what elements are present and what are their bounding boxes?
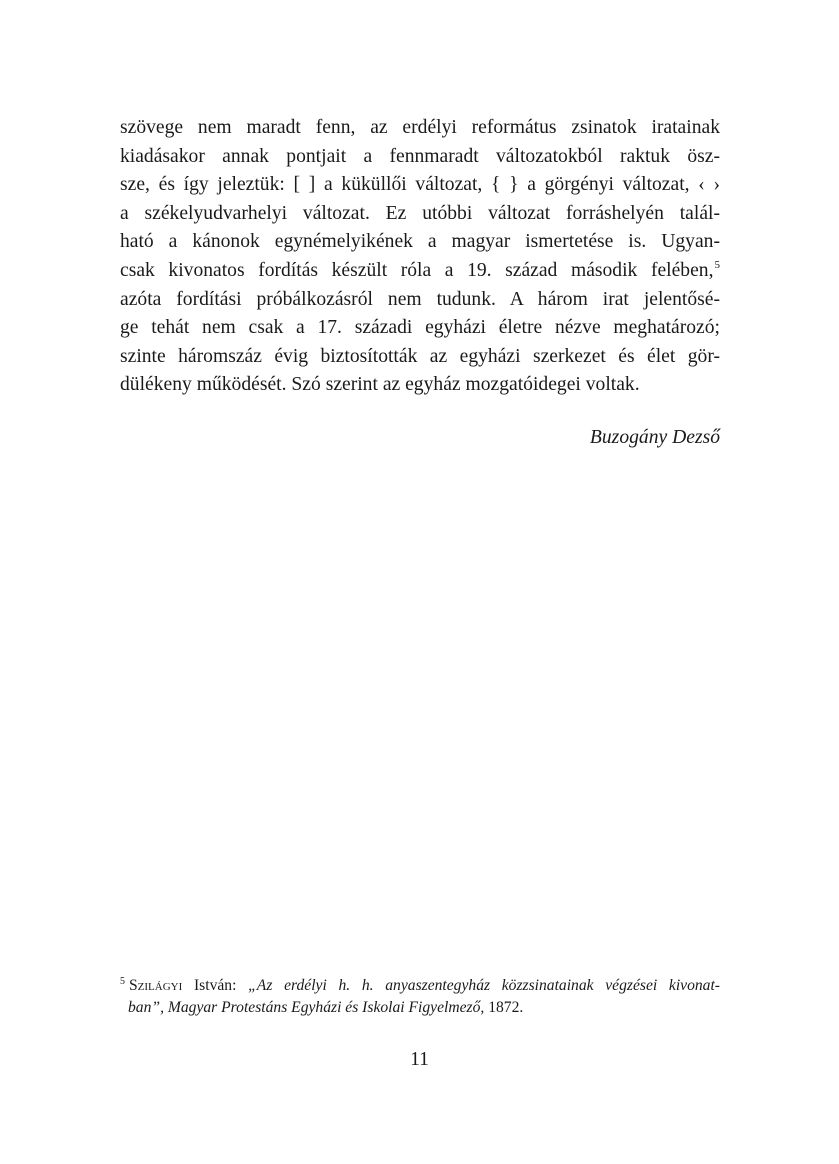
footnote-journal: Magyar Protestáns Egyházi és Iskolai Figyelmező,	[163, 999, 485, 1016]
paragraph-line: dülékeny működését. Szó szerint az egyház mozgatóidegei voltak.	[120, 374, 640, 396]
footnote-title-continued: ban”,	[128, 999, 164, 1016]
footnote-number: 5	[120, 975, 125, 987]
paragraph-line: azóta fordítási próbálkozásról nem tudunk. A három irat jelentősé-	[120, 288, 720, 310]
paragraph-line: a székelyudvarhelyi változat. Ez utóbbi változat forráshelyén talál-	[120, 202, 720, 224]
footnote-title: „Az erdélyi h. h. anyaszentegyház közzsinatainak végzései kivonat-	[248, 977, 720, 994]
paragraph-line-text: csak kivonatos fordítás készült róla a 19. század második felében,	[120, 259, 714, 281]
footnote-line	[120, 975, 720, 997]
paragraph-line: ható a kánonok egynémelyikének a magyar ismertetése is. Ugyan-	[120, 231, 720, 253]
footnote	[120, 975, 720, 1019]
author-signature: Buzogány Dezső	[589, 427, 720, 448]
footnote-author-surname: Szilágyi	[129, 977, 183, 994]
paragraph-line: kiadásakor annak pontjait a fennmaradt változatokból raktuk ösz-	[120, 145, 720, 167]
footnote-year: 1872.	[484, 999, 524, 1016]
paragraph-line: sze, és így jeleztük: [ ] a küküllői változat, { } a görgényi változat, ‹ ›	[120, 174, 720, 196]
page-number: 11	[410, 1049, 429, 1070]
paragraph-line: szövege nem maradt fenn, az erdélyi református zsinatok iratainak	[120, 117, 720, 138]
main-paragraph	[120, 114, 720, 400]
paragraph-line: ge tehát nem csak a 17. századi egyházi életre nézve meghatározó;	[120, 317, 720, 339]
paragraph-line: szinte háromszáz évig biztosították az egyházi szerkezet és élet gör-	[120, 345, 720, 367]
footnote-line	[120, 997, 720, 1019]
paragraph-line-with-footnote	[120, 257, 720, 286]
footnote-author-given: István:	[182, 977, 237, 994]
footnote-reference[interactable]: 5	[714, 259, 720, 272]
